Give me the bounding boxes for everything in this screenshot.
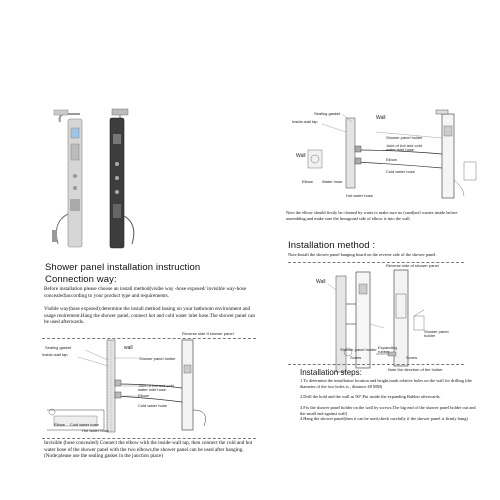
rt-lbl-cold-hose: Cold water hose bbox=[386, 169, 415, 174]
rd-lbl-screw-2: Screw bbox=[406, 355, 418, 360]
right-install-heading: Installation method : bbox=[288, 240, 376, 251]
rt-lbl-holder: Shower panel holder bbox=[386, 135, 423, 140]
left-diagram-border-top bbox=[42, 338, 256, 339]
lbl-wall: wall bbox=[124, 345, 133, 351]
step-2: 2.Drill the hold and the wall as 90°,Put inside the expanding Rubber afterwards. bbox=[300, 394, 441, 399]
left-invisible-way-text: Invisible (hose concealed) Connect the elbow with the inside-wall tap, then connect the cold and hot water hose of the shower panel with the two elbows,the shower panel can be used after hanging.(Node:please use the sealing gasket in the junction place) bbox=[44, 440, 253, 460]
product-photo-illustration bbox=[40, 104, 240, 254]
left-diagram-border-bottom bbox=[42, 438, 256, 439]
right-install-note: Note:Install the shower panel hanging board on the reverse side of the shower panel. bbox=[288, 252, 437, 257]
rt-lbl-elbow-2: Elbow bbox=[302, 179, 313, 184]
rd-lbl-expanding: Expanding rubber bbox=[378, 345, 397, 354]
lbl-holder: Shower panel holder bbox=[139, 356, 176, 361]
lbl-hot-hose: Hot water hose bbox=[82, 428, 109, 433]
lbl-inside-wall-tap: Inside-wall tap bbox=[42, 352, 68, 357]
left-visible-way-text: Visible way(hose exposed):determine the install method basing on your bathroom environment and usage reuirement.Hang the shower panel, connect hot and cold water inlet hose.The shower panel can be used afterwards. bbox=[44, 306, 256, 326]
rd-lbl-holder-2: Shower panel holder bbox=[424, 329, 449, 338]
left-intro-text: Before installation please choose an install method(visibe way -hose exposed/ invisible way-hose concealed)according to your product type and requirements. bbox=[44, 286, 247, 299]
rt-lbl-hot-hose: Hot water hose bbox=[346, 193, 373, 198]
steps-title: Installation steps: bbox=[300, 368, 362, 377]
step-3: 3.Fix the shower panel holder on the wall by screws,The big end of the shower panel holder out and the small end against wall) bbox=[300, 405, 476, 416]
silver-panel bbox=[52, 110, 82, 247]
lbl-elbow-2: Elbow bbox=[54, 422, 65, 427]
step-4: 4.Hang the shower panel(then it can be used,check carefully if the shower panel is firmly hung) bbox=[300, 416, 468, 421]
rd-lbl-holder: Shower panel holder bbox=[340, 347, 377, 352]
left-heading: Shower panel installation instruction bbox=[45, 262, 201, 273]
rt-lbl-elbow: Elbow bbox=[386, 157, 397, 162]
lbl-reverse-side: Reverse side If shower panel bbox=[182, 331, 234, 336]
product-photos bbox=[40, 104, 240, 254]
rt-lbl-wall-left: Wall bbox=[296, 153, 306, 159]
step-1: 1.To determine the installation location and height,mark relative holes on the wall for drilling (the diameter of the two holes is , distance 48 MM) bbox=[300, 378, 472, 389]
rd-lbl-note-dir: Note the direction of the holder bbox=[388, 367, 443, 372]
rd-lbl-wall: Wall bbox=[316, 279, 326, 285]
lbl-sealing-gasket: Sealing gasket bbox=[45, 345, 72, 350]
right-note-text: Note the elbow should firstly be cleaned by water to make sure no (sand)soil wastes inside before assembling,and make sure the hexagonal side of elbow is into the wall. bbox=[286, 210, 458, 221]
left-subheading: Connection way: bbox=[45, 274, 117, 285]
lbl-joint: Joint of hot and cold water inlet hose bbox=[138, 383, 174, 392]
rt-lbl-inside-wall-tap: Inside-wall tap bbox=[292, 119, 318, 124]
left-connection-diagram bbox=[42, 331, 256, 436]
rt-lbl-joint: Joint of hot and cold water inlet hose bbox=[386, 143, 422, 152]
right-install-diagram bbox=[288, 264, 478, 376]
right-top-diagram bbox=[286, 110, 496, 210]
lbl-cold-hose: Cold water hose bbox=[138, 403, 167, 408]
rt-lbl-water-hose: Water hose bbox=[322, 179, 343, 184]
rd-lbl-screw: Screw bbox=[350, 355, 362, 360]
rt-lbl-wall: Wall bbox=[376, 115, 386, 121]
dark-panel bbox=[110, 109, 134, 248]
right-diagram-border-bottom bbox=[288, 364, 464, 365]
rd-lbl-reverse: Reverse side of shower panel bbox=[386, 263, 439, 268]
lbl-cold-hose-2: Cold water hose bbox=[70, 422, 99, 427]
lbl-elbow: Elbow bbox=[138, 393, 149, 398]
rt-lbl-sealing-gasket: Sealing gasket bbox=[314, 111, 341, 116]
